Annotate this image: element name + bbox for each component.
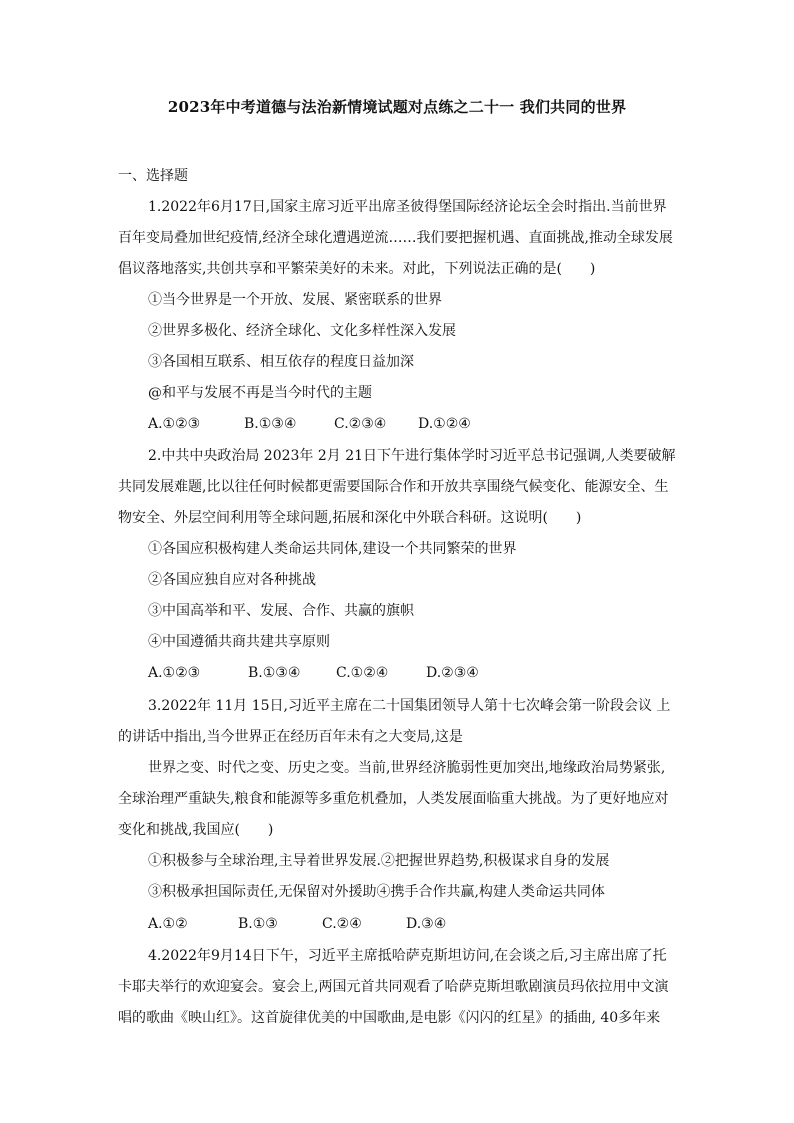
- question-stem-line: 4.2022年9月14日下午，习近平主席抵哈萨克斯坦访问,在会谈之后,习主席出席了托: [148, 948, 667, 964]
- question-stem-line: 变化和挑战,我国应( ): [118, 822, 274, 838]
- question-stem-line: 百年变局叠加世纪疫情,经济全球化遭遇逆流……我们要把握机遇、直面挑战,推动全球发展: [118, 230, 673, 246]
- statement-item: ③积极承担国际责任,无保留对外援助④携手合作共赢,构建人类命运共同体: [148, 884, 605, 900]
- answer-option-b: B.①③④: [248, 665, 301, 681]
- document-title: 2023年中考道德与法治新情境试题对点练之二十一 我们共同的世界: [167, 98, 627, 116]
- question-stem-line: 3.2022年 11月 15日,习近平主席在二十国集团领导人第十七次峰会第一阶段会议 上: [148, 698, 671, 714]
- section-heading: 一、选择题: [118, 168, 188, 184]
- answer-option-c: C.①②④: [336, 665, 389, 681]
- answer-option-a: A.①②③: [148, 665, 201, 681]
- answer-option-a: A.①②: [148, 916, 188, 932]
- question-stem-line: 共同发展难题,比以往任何时候都更需要国际合作和开放共享围绕气候变化、能源安全、生: [118, 479, 669, 495]
- question-stem-line: 卡耶夫举行的欢迎宴会。宴会上,两国元首共同观看了哈萨克斯坦歌剧演员玛依拉用中文演: [118, 979, 669, 995]
- question-stem-line: 全球治理严重缺失,粮食和能源等多重危机叠加，人类发展面临重大挑战。为了更好地应对: [118, 791, 669, 807]
- answer-option-c: C.②④: [322, 916, 362, 932]
- answer-option-c: C.②③④: [334, 416, 387, 432]
- statement-item: ②世界多极化、经济全球化、文化多样性深入发展: [148, 323, 456, 339]
- question-stem-line: 1.2022年6月17日,国家主席习近平出席圣彼得堡国际经济论坛全会时指出.当前世界: [148, 199, 667, 215]
- question-stem-line: 倡议落地落实,共创共享和平繁荣美好的未来。对此，下列说法正确的是( ): [118, 261, 596, 277]
- statement-item: ①当今世界是一个开放、发展、紧密联系的世界: [148, 292, 442, 308]
- answer-option-b: B.①③: [238, 916, 278, 932]
- answer-option-a: A.①②③: [148, 416, 201, 432]
- statement-item: ②各国应独自应对各种挑战: [148, 572, 316, 588]
- statement-item: ④中国遵循共商共建共享原则: [148, 634, 330, 650]
- answer-option-d: D.①②④: [418, 416, 471, 432]
- statement-item: ①各国应积极构建人类命运共同体,建设一个共同繁荣的世界: [148, 541, 517, 557]
- answer-option-d: D.③④: [406, 916, 447, 932]
- question-stem-line: 世界之变、时代之变、历史之变。当前,世界经济脆弱性更加突出,地缘政治局势紧张,: [148, 760, 666, 776]
- question-stem-line: 的讲话中指出,当今世界正在经历百年未有之大变局,这是: [118, 729, 463, 745]
- question-stem-line: 唱的歌曲《映山红》。这首旋律优美的中国歌曲,是电影《闪闪的红星》的插曲, 40多年来: [118, 1010, 661, 1026]
- question-stem-line: 物安全、外层空间利用等全球问题,拓展和深化中外联合科研。这说明( ): [118, 510, 582, 526]
- question-stem-line: 2.中共中央政治局 2023年 2月 21日下午进行集体学时习近平总书记强调,人类要破解: [148, 448, 676, 464]
- statement-item: ③中国高举和平、发展、合作、共赢的旗帜: [148, 603, 414, 619]
- statement-item: ①积极参与全球治理,主导着世界发展.②把握世界趋势,积极谋求自身的发展: [148, 853, 610, 869]
- statement-item: ③各国相互联系、相互依存的程度日益加深: [148, 354, 414, 370]
- answer-option-d: D.②③④: [426, 665, 479, 681]
- answer-option-b: B.①③④: [244, 416, 297, 432]
- statement-item: @和平与发展不再是当今时代的主题: [148, 385, 372, 401]
